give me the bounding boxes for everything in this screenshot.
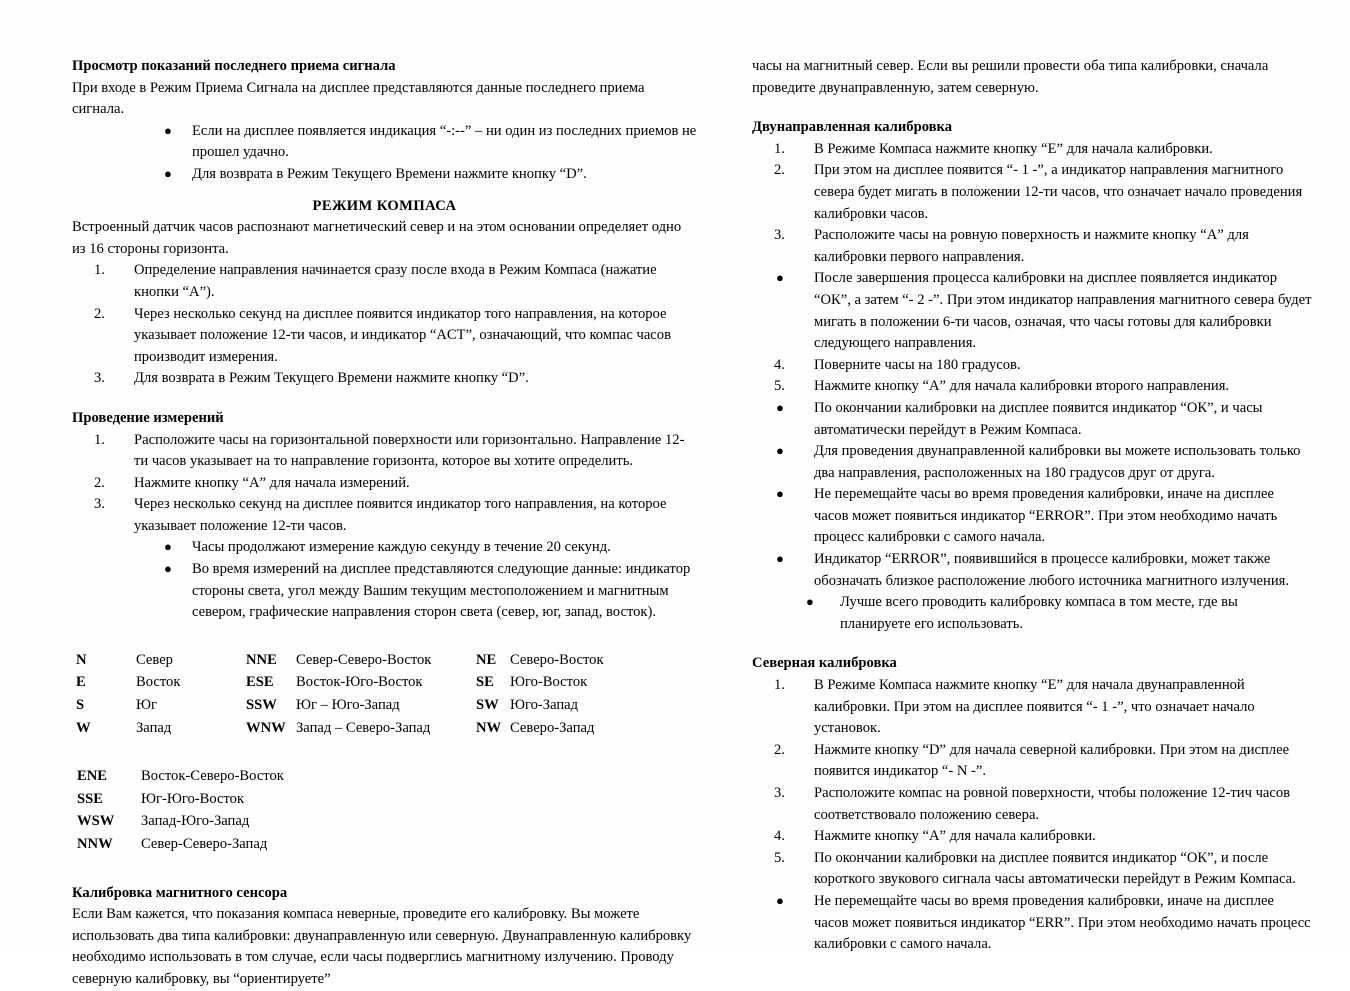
table-row	[72, 834, 284, 857]
list-item	[72, 559, 697, 624]
list-item-text: Через несколько секунд на дисплее появится индикатор того направления, на которое указывает положение 12-ти часов, и индикатор “ACT”, означающий, что компас часов производит измерения.	[134, 305, 671, 365]
direction-abbr: NW	[476, 719, 502, 736]
list-item	[752, 441, 1312, 484]
direction-abbreviation-table	[72, 650, 660, 740]
list-item-text: Для возврата в Режим Текущего Времени нажмите кнопку “D”.	[134, 370, 529, 387]
list-item-text: Индикатор “ERROR”, появившийся в процессе калибровки, может также обозначать близкое расположение любого источника магнитного излучения.	[814, 551, 1290, 589]
bullet-icon: ●	[164, 165, 172, 181]
direction-abbreviation-table-extra	[72, 766, 284, 856]
spacer	[72, 857, 697, 883]
list-item-text: Поверните часы на 180 градусов.	[814, 356, 1021, 373]
direction-name: Юг – Юго-Запад	[296, 697, 400, 714]
list-item	[72, 260, 697, 303]
list-item	[72, 368, 697, 390]
section-heading-sensor-calibration: Калибровка магнитного сенсора	[72, 884, 288, 901]
list-item	[752, 549, 1312, 592]
list-marker: 3.	[94, 496, 105, 513]
list-item	[752, 376, 1312, 398]
list-item	[752, 484, 1312, 549]
bullet-icon: ●	[806, 594, 814, 610]
table-row	[72, 718, 660, 741]
list-marker: 5.	[774, 378, 785, 395]
list-item-text: Лучше всего проводить калибровку компаса в том месте, где вы планируете его использовать.	[840, 594, 1238, 632]
direction-abbr: NNW	[77, 836, 113, 852]
list-item-text: Часы продолжают измерение каждую секунду в течение 20 секунд.	[192, 539, 611, 556]
bidirectional-calibration-list	[752, 139, 1312, 636]
list-marker: 5.	[774, 849, 785, 866]
list-item	[752, 592, 1312, 635]
list-marker: 2.	[94, 474, 105, 491]
list-marker: 4.	[774, 356, 785, 373]
direction-name: Юго-Восток	[510, 674, 588, 691]
section-heading-bidirectional-calibration: Двунаправленная калибровка	[752, 119, 952, 136]
section-heading-north-calibration: Северная калибровка	[752, 655, 897, 672]
compass-mode-numbered-list	[72, 260, 697, 390]
list-item-text: Для проведения двунаправленной калибровки вы можете использовать только два направления, расположенных на 180 градусов друг от друга.	[814, 443, 1301, 481]
direction-abbr: E	[76, 674, 86, 691]
list-item-text: Определение направления начинается сразу после входа в Режим Компаса (нажатие кнопки “А”).	[134, 262, 657, 300]
direction-abbr: NE	[476, 651, 497, 668]
list-item-text: После завершения процесса калибровки на дисплее появляется индикатор “ОК”, а затем “- 2 -”. При этом индикатор направления магнитного севера будет мигать в положении 6-ти часов, означая, что часы готовы для калибровки следующего направления.	[814, 270, 1312, 352]
list-item	[752, 891, 1312, 956]
list-marker: 4.	[774, 828, 785, 845]
direction-name: Север-Северо-Запад	[141, 836, 268, 852]
list-item-text: При этом на дисплее появится “- 1 -”, а индикатор направления магнитного севера будет мигать в положении 12-ти часов, что означает начало проведения калибровки часов.	[814, 162, 1303, 222]
list-item-text: Не перемещайте часы во время проведения калибровки, иначе на дисплее часов может появиться индикатор “ERROR”. При этом необходимо начать процесс калибровки с самого начала.	[814, 486, 1278, 546]
list-item-text: В Режиме Компаса нажмите кнопку “Е” для начала двунаправленной калибровки. При этом на дисплее появится “- 1 -”, что означает начало установок.	[814, 677, 1255, 737]
list-item-text: Нажмите кнопку “D” для начала северной калибровки. При этом на дисплее появится индикатор “- N -”.	[814, 741, 1290, 780]
direction-abbr: WNW	[246, 719, 286, 736]
list-item-text: Расположите часы на ровную поверхность и нажмите кнопку “А” для калибровки первого направления.	[814, 227, 1249, 265]
list-item-text: Если на дисплее появляется индикация “-:--” – ни один из последних приемов не прошел удачно.	[192, 122, 697, 161]
measurements-numbered-list	[72, 430, 697, 538]
direction-abbr: ENE	[77, 768, 108, 785]
list-item	[752, 225, 1312, 268]
direction-abbr: NNE	[246, 651, 277, 668]
list-item-text: Не перемещайте часы во время проведения калибровки, иначе на дисплее часов может появиться индикатор “ERR”. При этом необходимо начать процесс калибровки с самого начала.	[814, 892, 1311, 953]
table-row	[72, 695, 660, 718]
direction-abbr: SE	[476, 674, 494, 691]
table-row	[72, 672, 660, 695]
bullet-icon: ●	[164, 561, 172, 577]
direction-name: Север-Северо-Восток	[296, 651, 432, 668]
direction-name: Север	[136, 651, 173, 668]
list-item-text: По окончании калибровки на дисплее появится индикатор “ОК”, и после короткого звукового сигнала часы автоматически перейдут в Режим Компаса.	[814, 849, 1296, 888]
list-marker: 1.	[94, 431, 105, 448]
direction-abbr: S	[76, 697, 85, 714]
direction-name: Восток	[136, 674, 181, 691]
list-item-text: В Режиме Компаса нажмите кнопку “Е” для начала калибровки.	[814, 140, 1213, 157]
direction-abbr: SSW	[246, 697, 277, 714]
list-item-text: По окончании калибровки на дисплее появится индикатор “ОК”, и часы автоматически перейдут в Режим Компаса.	[814, 399, 1263, 438]
list-item	[752, 783, 1312, 826]
sensor-calibration-paragraph: Если Вам кажется, что показания компаса неверные, проведите его калибровку. Вы можете использовать два типа калибровки: двунаправленную или северную. Двунаправленную калибровку необходимо использовать в том случае, если часы подверглись магнитному излучению. Проводу северную калибровку, вы “ориентируете”	[72, 906, 692, 987]
list-marker: 2.	[94, 305, 105, 322]
list-item	[752, 139, 1312, 161]
table-row	[72, 766, 284, 789]
direction-name: Юг	[136, 697, 157, 714]
list-item	[72, 473, 697, 495]
bullet-icon: ●	[776, 443, 784, 459]
spacer	[72, 740, 697, 766]
list-item	[752, 268, 1312, 354]
list-item	[72, 537, 697, 559]
direction-name: Запад – Северо-Запад	[296, 719, 431, 736]
spacer	[752, 635, 1312, 653]
spacer	[72, 390, 697, 408]
spacer	[72, 186, 697, 196]
spacer	[752, 99, 1312, 117]
direction-name: Юго-Запад	[510, 697, 579, 714]
direction-name: Запад-Юго-Запад	[141, 813, 250, 830]
left-column	[72, 56, 697, 991]
list-item-text: Для возврата в Режим Текущего Времени нажмите кнопку “D”.	[192, 165, 587, 182]
list-item	[752, 848, 1312, 891]
compass-mode-paragraph: Встроенный датчик часов распознают магнетический север и на этом основании определяет одно из 16 стороны горизонта.	[72, 219, 682, 257]
direction-abbr: W	[76, 719, 91, 736]
direction-name: Юг-Юго-Восток	[141, 790, 245, 807]
section-heading-measurements: Проведение измерений	[72, 409, 224, 426]
direction-name: Северо-Запад	[510, 719, 595, 736]
bullet-icon: ●	[776, 551, 784, 567]
list-item-text: Расположите компас на ровной поверхности, чтобы положение 12-тич часов соответствовало положению севера.	[814, 785, 1291, 823]
direction-name: Восток-Юго-Восток	[296, 674, 423, 691]
list-marker: 3.	[774, 227, 785, 244]
table-row	[72, 811, 284, 834]
direction-name: Восток-Северо-Восток	[141, 768, 284, 785]
signal-review-paragraph: При входе в Режим Приема Сигнала на дисплее представляются данные последнего приема сигнала.	[72, 79, 645, 118]
continuation-paragraph: часы на магнитный север. Если вы решили провести оба типа калибровки, сначала проведите двунаправленную, затем северную.	[752, 58, 1269, 96]
list-item	[752, 355, 1312, 377]
bullet-icon: ●	[776, 892, 784, 908]
list-marker: 2.	[774, 741, 785, 758]
table-row	[72, 789, 284, 812]
list-marker: 1.	[774, 677, 785, 694]
bullet-icon: ●	[776, 270, 784, 286]
list-item	[752, 160, 1312, 225]
direction-abbr: SW	[476, 697, 499, 714]
list-marker: 3.	[94, 370, 105, 387]
list-item	[72, 430, 697, 473]
section-heading-signal-review: Просмотр показаний последнего приема сигнала	[72, 58, 396, 74]
page-title-compass-mode: РЕЖИМ КОМПАСА	[312, 197, 457, 214]
list-item-text: Нажмите кнопку “А” для начала калибровки второго направления.	[814, 378, 1230, 395]
direction-abbr: SSE	[77, 790, 103, 807]
bullet-icon: ●	[776, 486, 784, 502]
list-item	[72, 304, 697, 369]
list-marker: 1.	[774, 140, 785, 157]
list-item-text: Нажмите кнопку “А” для начала калибровки.	[814, 828, 1096, 845]
list-item-text: Расположите часы на горизонтальной поверхности или горизонтально. Направление 12-ти часов указывает на то направление горизонта, которое вы хотите определить.	[134, 431, 685, 470]
bullet-icon: ●	[164, 539, 172, 555]
list-item-text: Во время измерений на дисплее представляются следующие данные: индикатор стороны света, угол между Вашим текущим местоположением и магнитным севером, графические направления сторон света (север, юг, запад, восток).	[192, 561, 691, 621]
list-item	[72, 121, 697, 164]
list-marker: 3.	[774, 785, 785, 801]
direction-abbr: ESE	[246, 674, 274, 691]
bullet-icon: ●	[776, 399, 784, 415]
list-item-text: Нажмите кнопку “А” для начала измерений.	[134, 474, 410, 491]
direction-name: Запад	[136, 719, 172, 736]
list-marker: 2.	[774, 162, 785, 179]
list-marker: 1.	[94, 262, 105, 279]
measurements-subbullet-list	[72, 537, 697, 623]
bullet-icon: ●	[164, 122, 172, 138]
direction-abbr: WSW	[77, 813, 115, 830]
list-item	[72, 164, 697, 186]
list-item	[752, 398, 1312, 441]
signal-review-bullet-list	[72, 121, 697, 186]
right-column	[752, 56, 1312, 956]
list-item	[752, 826, 1312, 848]
spacer	[72, 624, 697, 650]
list-item	[752, 675, 1312, 740]
list-item	[752, 740, 1312, 783]
direction-name: Северо-Восток	[510, 651, 604, 668]
table-row	[72, 650, 660, 673]
north-calibration-list	[752, 675, 1312, 956]
list-item-text: Через несколько секунд на дисплее появится индикатор того направления, на которое указывает положение 12-ти часов.	[134, 496, 667, 534]
list-item	[72, 494, 697, 537]
direction-abbr: N	[76, 651, 87, 668]
